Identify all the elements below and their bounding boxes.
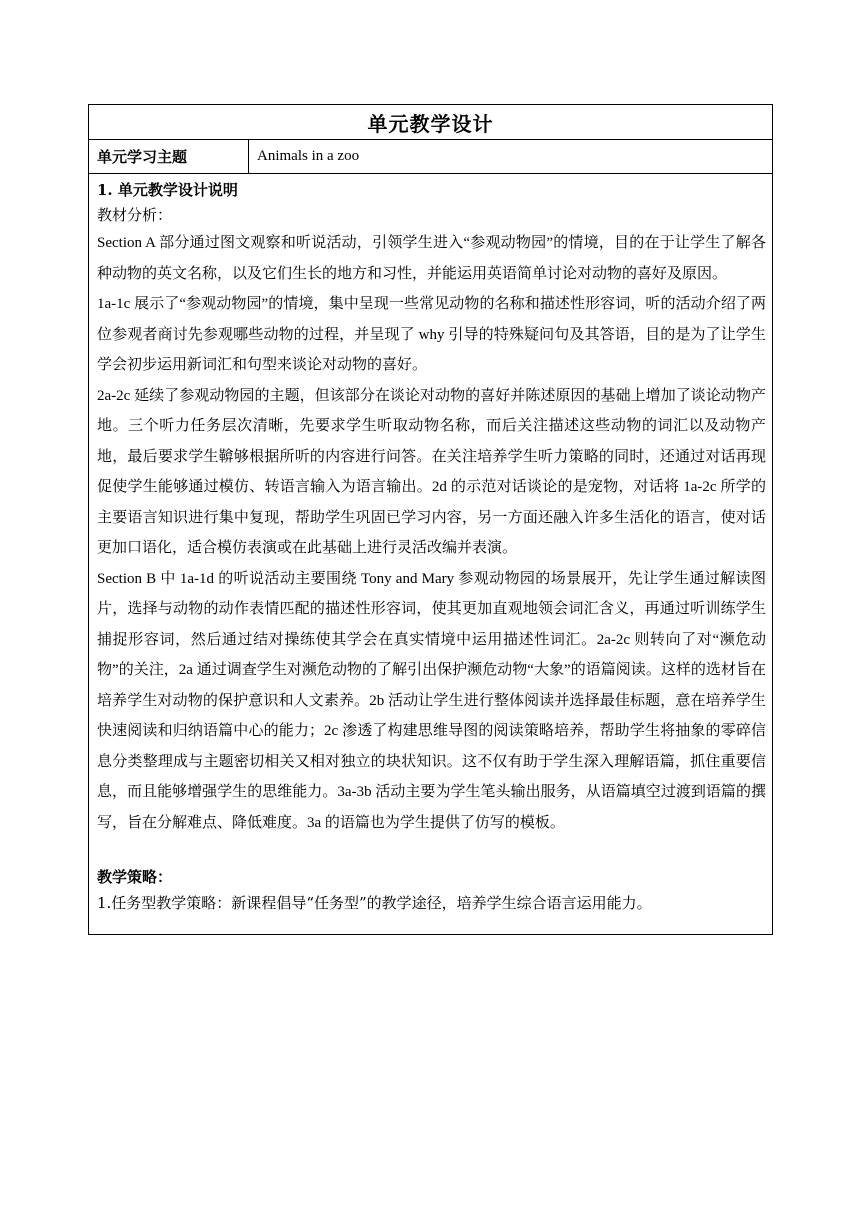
paragraph-section-a: Section A 部分通过图文观察和听说活动，引领学生进入“参观动物园”的情境，目的在于让学生了解各种动物的英文名称，以及它们生长的地方和习性，并能运用英语简单讨论对动物的喜好及原因。 bbox=[97, 235, 766, 282]
strategy-heading: 教学策略： bbox=[97, 868, 173, 886]
paragraph-section-b: Section B 中 1a-1d 的听说活动主要围绕 Tony and Mary 参观动物园的场景展开，先让学生通过解读图片，选择与动物的动作表情匹配的描述性形容词，使其更加直观地领会词汇含义，再通过听训练学生捕捉形容词，然后通过结对操练使其学会在真实情境中运用描述性词汇。2a-2c 则转向了对“濒危动物”的关注，2a 通过调查学生对濒危动物的了解引出保护濒危动物“大象”的语篇阅读。这样的选材旨在培养学生对动物的保护意识和人文素养。2b 活动让学生进行整体阅读并选择最佳标题，意在培养学生快速阅读和归纳语篇中心的能力；2c 渗透了构建思维导图的阅读策略培养，帮助学生将抽象的零碎信息分类整理成与主题密切相关又相对独立的块状知识。这不仅有助于学生深入理解语篇，抓住重要信息，而且能够增强学生的思维能力。3a-3b 活动主要为学生笔头输出服务，从语篇填空过渡到语篇的撰写，旨在分解难点、降低难度。3a 的语篇也为学生提供了仿写的模板。 bbox=[97, 570, 766, 831]
strategy-item: 1.任务型教学策略：新课程倡导“任务型”的教学途径，培养学生综合语言运用能力。 bbox=[97, 894, 652, 912]
material-analysis-label: 教材分析： bbox=[97, 206, 173, 224]
theme-label: 单元学习主题 bbox=[89, 140, 249, 173]
paragraph-2a-2c: 2a-2c 延续了参观动物园的主题，但该部分在谈论对动物的喜好并陈述原因的基础上增加了谈论动物产地。三个听力任务层次清晰，先要求学生听取动物名称，而后关注描述这些动物的词汇以及动物产地，最后要求学生鞥够根据所听的内容进行问答。在关注培养学生听力策略的同时，还通过对话再现促使学生能够通过模仿、转语言输入为语言输出。2d 的示范对话谈论的是宠物，对话将 1a-2c 所学的主要语言知识进行集中复现，帮助学生巩固已学习内容，另一方面还融入许多生活化的语言，使对话更加口语化，适合模仿表演或在此基础上进行灵活改编并表演。 bbox=[97, 387, 766, 556]
theme-value: Animals in a zoo bbox=[257, 148, 360, 164]
blank-line bbox=[97, 838, 766, 864]
design-description-cell bbox=[89, 174, 772, 934]
paragraph-1a-1c: 1a-1c 展示了“参观动物园”的情境，集中呈现一些常见动物的名称和描述性形容词，听的活动介绍了两位参观者商讨先参观哪些动物的过程，并呈现了 why 引导的特殊疑问句及其答语，目的是为了让学生学会初步运用新词汇和句型来谈论对动物的喜好。 bbox=[97, 296, 766, 373]
section-heading: 1. 单元教学设计说明 bbox=[97, 181, 238, 199]
theme-row bbox=[89, 140, 772, 174]
unit-design-table bbox=[88, 104, 773, 935]
document-title: 单元教学设计 bbox=[89, 105, 772, 140]
